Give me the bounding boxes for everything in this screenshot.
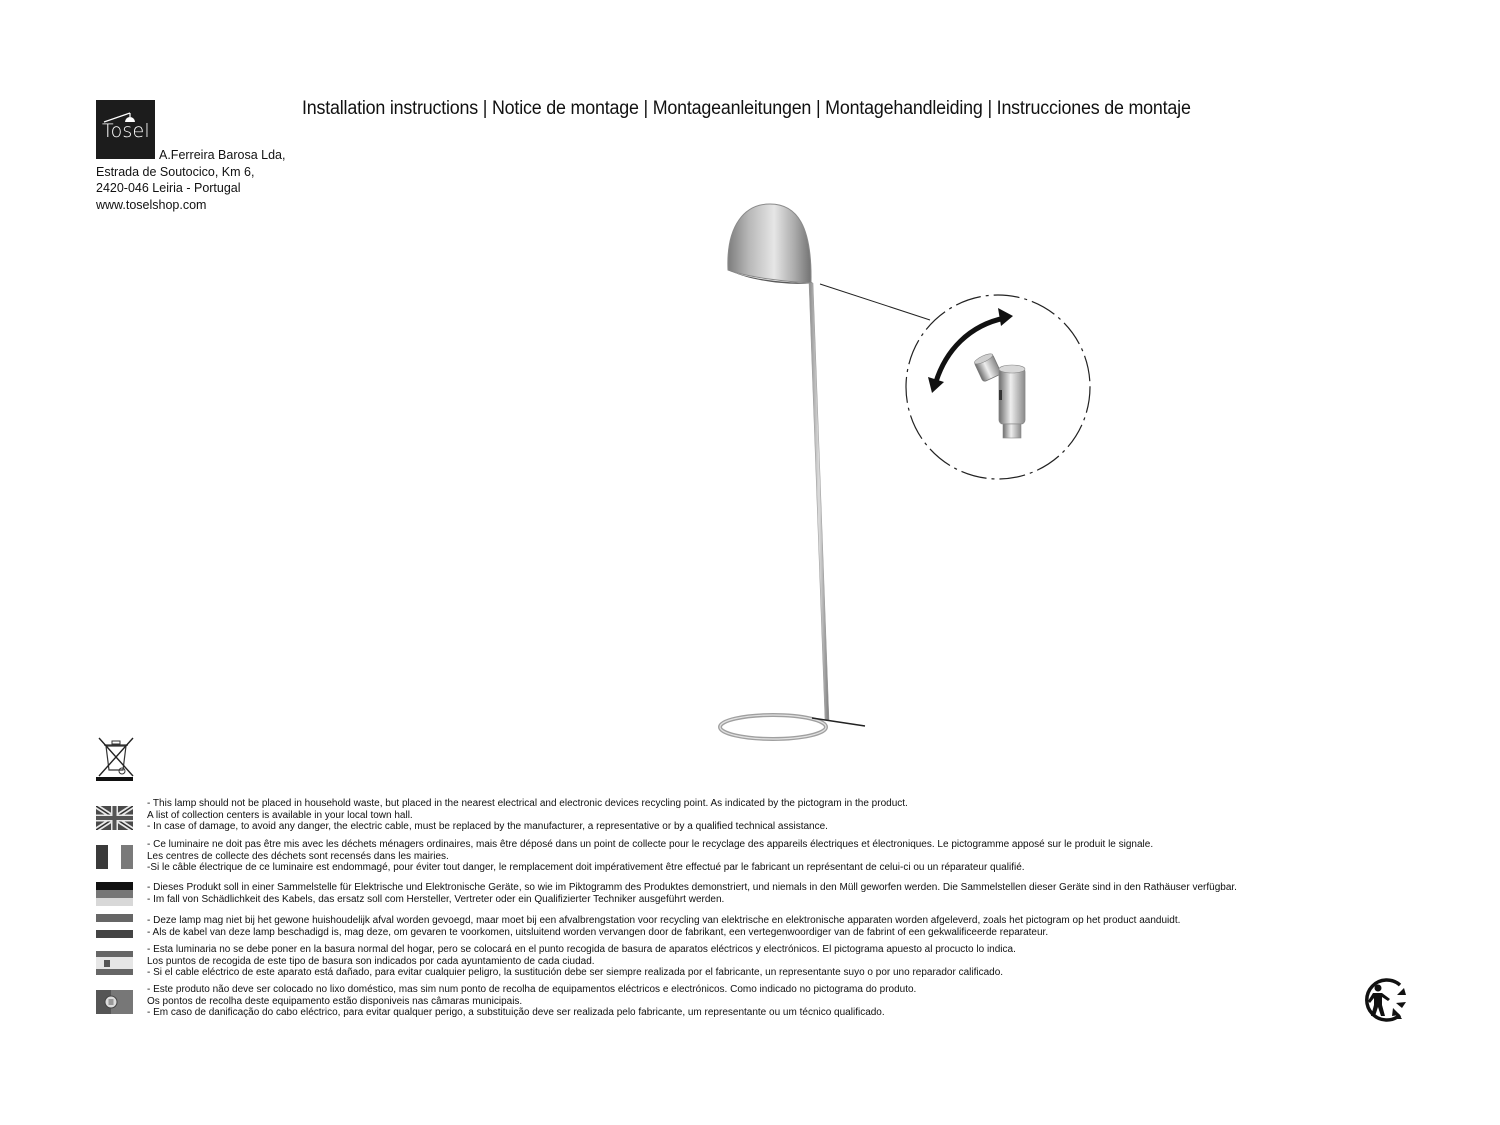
portugal-flag-icon (96, 990, 133, 1014)
notice-line: -Si le câble électrique de ce luminaire est endommagé, pour éviter tout danger, le remplacement doit impérativement être effectué par le fabricant un représentant de celui-ci ou un réparateur qualifié. (147, 862, 1025, 874)
notice-line: - Esta luminaria no se debe poner en la basura normal del hogar, pero se colocará en el punto recogida de basura de aparatos eléctricos y electrónicos. El pictograma apuesto al procucto lo indica. (147, 944, 1016, 955)
notice-line: A list of collection centers is available in your local town hall. (147, 809, 413, 821)
notice-line: - Dieses Produkt soll in einer Sammelstelle für Elektrische und Elektronische Geräte, so wie im Piktogramm des Produktes demonstriert, und niemals in den Müll geworfen werden. Die Sammelstellen dieser Geräte sind in den Rathäuser verfügbar. (147, 882, 1237, 893)
page-title: Installation instructions | Notice de montage | Montageanleitungen | Montagehandleiding | Instrucciones de montaje (302, 98, 1191, 119)
notice-line: - Este produto não deve ser colocado no lixo doméstico, mas sim num ponto de recolha de equipamentos eléctricos e electrónicos. Como indicado no pictograma do produto. (147, 984, 917, 995)
uk-flag-icon (96, 806, 133, 830)
address-line-company: A.Ferreira Barosa Lda, (159, 148, 286, 162)
logo-text: Tosel (102, 120, 150, 142)
address-line-city: 2420-046 Leiria - Portugal (96, 181, 241, 195)
notice-line: Los puntos de recogida de este tipo de basura son indicados por cada ayuntamiento de cada ciudad. (147, 955, 595, 967)
notice-line: - Si el cable eléctrico de este aparato está dañado, para evitar cualquier peligro, la sustitución debe ser siempre realizada por el fabricante, un representante suyo o por uno reparador calificado. (147, 967, 1004, 979)
germany-flag-icon (96, 882, 133, 906)
notice-line: - In case of damage, to avoid any danger, the electric cable, must be replaced by the manufacturer, a representative or by a qualified technical assistance. (147, 821, 828, 833)
france-flag-icon (96, 845, 133, 869)
notice-line: - Deze lamp mag niet bij het gewone huishoudelijk afval worden gevoegd, maar moet bij een afvalbrengstation voor recycling van elektrische en elektronische apparaten worden afgeleverd, zoals het pictogram op het product aanduidt. (147, 915, 1181, 926)
swivel-joint-part (973, 352, 1025, 438)
notice-line: - Als de kabel van deze lamp beschadigd is, mag deze, om gevaren te voorkomen, uitsluitend worden vervangen door de fabrikant, een vertegenwoordiger van de fabrint of een gekwalificeerde reparateur. (147, 926, 1049, 938)
notice-line: Les centres de collecte des déchets sont recensés dans les mairies. (147, 850, 449, 862)
notice-line: - Im fall von Schädlichkeit des Kabels, das ersatz soll com Hersteller, Vertreter oder ein Qualifizierter Techniker ausgeführt werden. (147, 893, 725, 905)
address-line-street: Estrada de Soutocico, Km 6, (96, 164, 255, 179)
lamp-pole (809, 283, 829, 720)
notice-line: - Em caso de danificação do cabo eléctrico, para evitar qualquer perigo, a substituição deve ser realizada pelo fabricante, um representante ou um técnico qualificado. (147, 1007, 885, 1019)
address-line-website: www.toselshop.com (96, 197, 207, 212)
detail-leader-line (820, 284, 930, 320)
weee-underline-bar (96, 777, 133, 781)
notice-line: - This lamp should not be placed in household waste, but placed in the nearest electrical and electronic devices recycling point. As indicated by the pictogram in the product. (147, 798, 908, 809)
triman-recycling-icon (1360, 975, 1412, 1023)
notice-line: Os pontos de recolha deste equipamento estão disponiveis nas câmaras municipais. (147, 995, 523, 1007)
lamp-shade (728, 204, 812, 284)
netherlands-flag-icon (96, 914, 133, 938)
spain-flag-icon (96, 951, 133, 975)
notice-line: - Ce luminaire ne doit pas être mis avec les déchets ménagers ordinaires, mais être déposé dans un point de collecte pour le recyclage des appareils électriques et électroniques. Le pictogramme apposé sur le produit le signale. (147, 839, 1154, 850)
crossed-out-wheelie-bin-icon (96, 736, 136, 782)
